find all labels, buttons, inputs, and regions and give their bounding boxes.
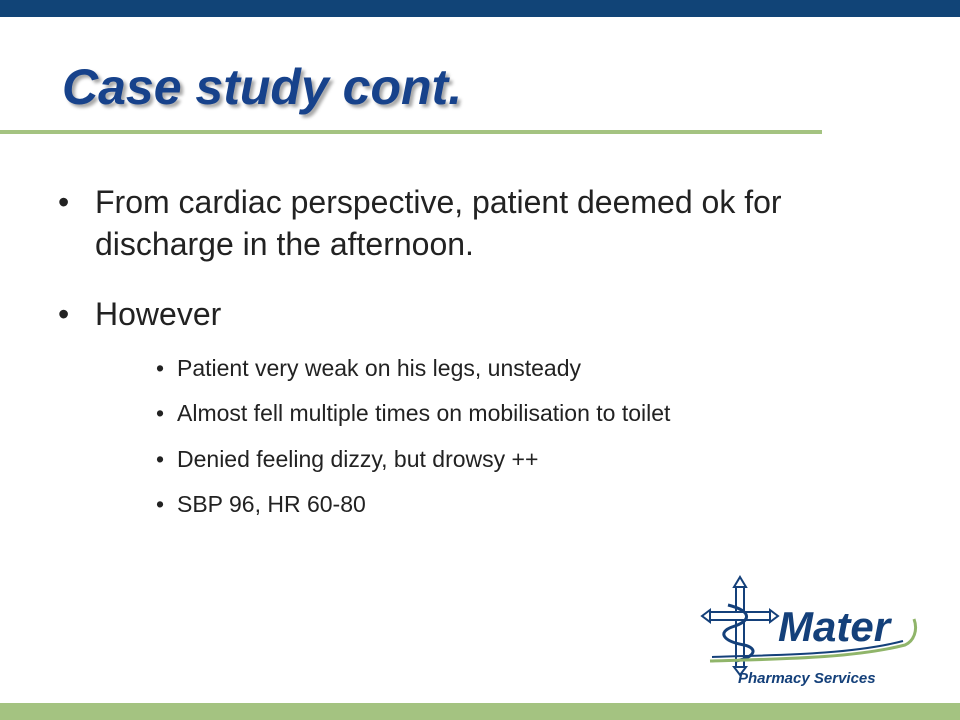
bullet-dot-icon: •: [156, 491, 165, 517]
bullet-item: [58, 181, 915, 265]
sub-bullet-text: SBP 96, HR 60-80: [177, 491, 366, 517]
bullet-item: [58, 293, 915, 335]
sub-bullet-text: Patient very weak on his legs, unsteady: [177, 355, 582, 381]
mater-logo: [700, 575, 920, 690]
bullet-dot-icon: •: [156, 355, 165, 381]
sub-bullet-text: Denied feeling dizzy, but drowsy ++: [177, 446, 539, 472]
bullet-text: However: [95, 296, 222, 332]
bullet-dot-icon: •: [156, 400, 165, 426]
logo-name: Mater: [778, 603, 891, 650]
bottom-bar: [0, 703, 960, 720]
bullet-text: From cardiac perspective, patient deemed ok for discharge in the afternoon.: [95, 184, 782, 262]
top-bar: [0, 0, 960, 17]
sub-bullet-item: [156, 398, 937, 428]
logo-subtitle: Pharmacy Services: [738, 670, 876, 687]
slide-title: Case study cont.: [62, 59, 463, 115]
bullet-dot-icon: •: [156, 446, 165, 472]
title-underline: [0, 130, 822, 134]
sub-bullet-item: [156, 489, 937, 519]
bullet-dot-icon: •: [58, 296, 70, 332]
sub-bullet-item: [156, 353, 937, 383]
sub-bullet-item: [156, 444, 937, 474]
sub-bullet-text: Almost fell multiple times on mobilisation to toilet: [177, 400, 671, 426]
bullet-dot-icon: •: [58, 184, 70, 220]
